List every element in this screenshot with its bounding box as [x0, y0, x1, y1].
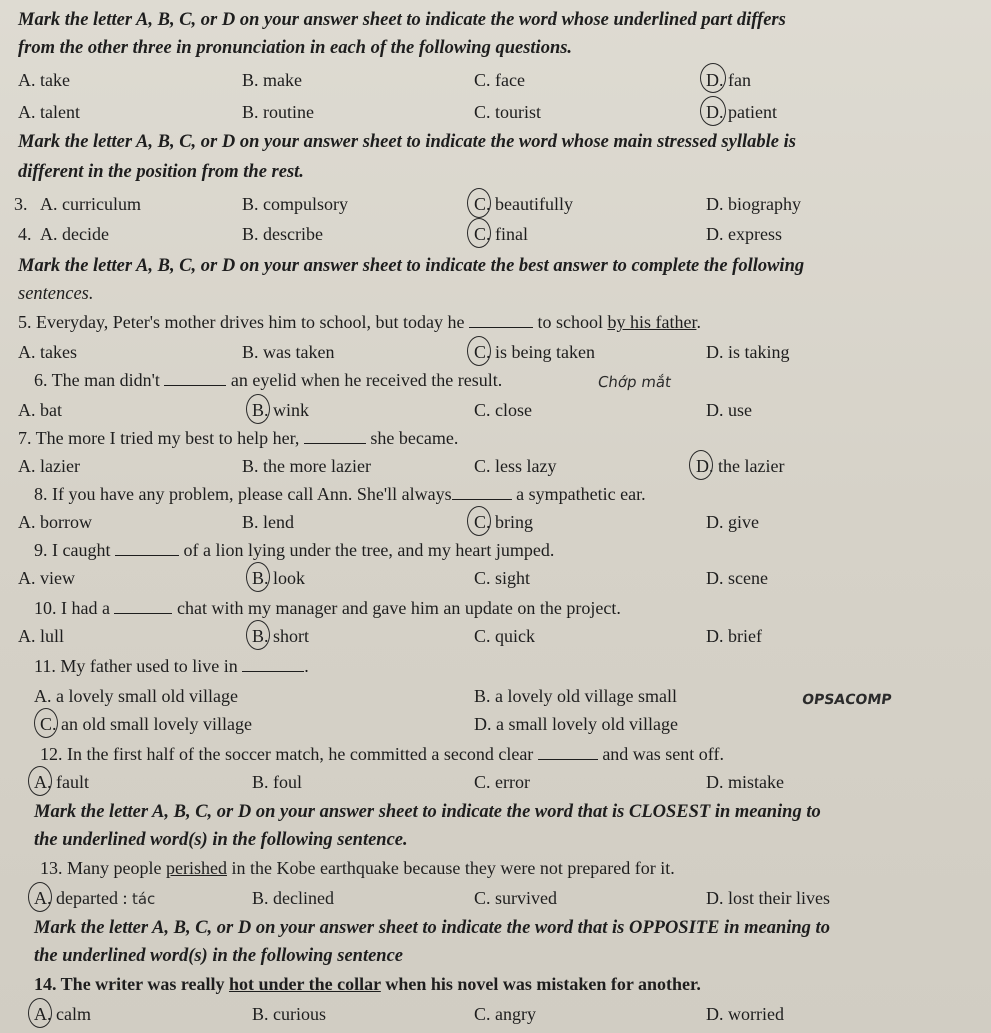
q9-stem-part1: 9. I caught	[34, 540, 111, 560]
q11-blank	[242, 657, 304, 672]
q5-underlined: by his father	[607, 312, 697, 332]
q5-option-a[interactable]: A. takes	[18, 342, 77, 362]
q7-stem-part1: 7. The more I tried my best to help her,	[18, 428, 300, 448]
q12-answer-circle-mark	[28, 766, 52, 796]
q8-blank	[452, 485, 512, 500]
instruction-opposite-line2: the underlined word(s) in the following sentence	[34, 946, 404, 966]
q5-answer-circle-mark	[467, 336, 491, 366]
q11-option-d[interactable]: D. a small lovely old village	[474, 714, 678, 734]
q13-stem-part1: 13. Many people	[40, 858, 166, 878]
instruction-complete-line1: Mark the letter A, B, C, or D on your answer sheet to indicate the best answer to complete the following	[18, 256, 805, 276]
q11-option-c[interactable]: C. an old small lovely village	[40, 714, 252, 734]
q12-option-a[interactable]: A. fault	[34, 772, 89, 792]
instruction-closest-line2: the underlined word(s) in the following sentence.	[34, 830, 408, 850]
q13-handwritten-note: tác	[131, 890, 156, 908]
q7-answer-circle-mark	[689, 450, 713, 480]
q5-stem-part1: 5. Everyday, Peter's mother drives him to school, but today he	[18, 312, 465, 332]
q9-stem-part2: of a lion lying under the tree, and my heart jumped.	[183, 540, 555, 560]
q11-handwritten-note: OPSACOMP	[800, 692, 893, 708]
instruction-pronunciation-line1: Mark the letter A, B, C, or D on your answer sheet to indicate the word whose underlined part differs	[18, 10, 786, 30]
q9-option-c[interactable]: C. sight	[474, 568, 531, 588]
q6-answer-circle-mark	[246, 394, 270, 424]
q14-stem-part1: 14. The writer was really	[34, 974, 229, 994]
q14-underlined: hot under the collar	[228, 974, 381, 994]
q3-option-b[interactable]: B. compulsory	[242, 194, 348, 214]
q11-option-a[interactable]: A. a lovely small old village	[34, 686, 238, 706]
q9-option-d[interactable]: D. scene	[706, 568, 768, 588]
q9-option-b[interactable]: B. look	[252, 568, 306, 588]
q13-underlined: perished	[165, 858, 227, 878]
instruction-complete-line2: sentences.	[18, 284, 94, 304]
q12-stem-part1: 12. In the first half of the soccer match, he committed a second clear	[40, 744, 534, 764]
q11-answer-circle-mark	[34, 708, 58, 738]
q2-option-d[interactable]: D. patient	[706, 102, 777, 122]
q6-option-b[interactable]: B. wink	[252, 400, 310, 420]
q14-answer-circle-mark	[28, 998, 52, 1028]
instruction-stress-line2: different in the position from the rest.	[18, 162, 304, 182]
q9-blank	[115, 541, 179, 556]
q3-option-a[interactable]: A. curriculum	[40, 194, 141, 214]
q2-option-a[interactable]: A. talent	[18, 102, 80, 122]
q9-stem	[34, 538, 554, 562]
q4-option-c[interactable]: C. final	[474, 224, 528, 244]
q4-option-a[interactable]: A. decide	[40, 224, 109, 244]
q6-handwritten-note: Chớp mắt	[596, 373, 673, 391]
q14-option-d[interactable]: D. worried	[706, 1004, 784, 1024]
q6-option-a[interactable]: A. bat	[18, 400, 62, 420]
q7-option-b[interactable]: B. the more lazier	[242, 456, 371, 476]
instruction-opposite-line1: Mark the letter A, B, C, or D on your answer sheet to indicate the word that is OPPOSITE in meaning to	[34, 918, 830, 938]
q3-option-c[interactable]: C. beautifully	[474, 194, 573, 214]
q6-stem-part2: an eyelid when he received the result.	[230, 370, 503, 390]
q3-option-d[interactable]: D. biography	[706, 194, 801, 214]
q4-option-b[interactable]: B. describe	[242, 224, 323, 244]
q13-answer-circle-mark	[28, 882, 52, 912]
q7-stem	[18, 426, 458, 450]
q13-option-b[interactable]: B. declined	[252, 888, 334, 908]
q5-stem-part2: to school	[537, 312, 608, 332]
q13-option-a[interactable]	[34, 886, 155, 911]
instruction-pronunciation-line2: from the other three in pronunciation in each of the following questions.	[18, 38, 573, 58]
q9-answer-circle-mark	[246, 562, 270, 592]
q5-option-d[interactable]: D. is taking	[706, 342, 790, 362]
instruction-closest-line1: Mark the letter A, B, C, or D on your answer sheet to indicate the word that is CLOSEST in meaning to	[34, 802, 821, 822]
q8-option-c[interactable]: C. bring	[474, 512, 534, 532]
q10-blank	[114, 599, 172, 614]
q12-stem	[40, 742, 724, 766]
q10-answer-circle-mark	[246, 620, 270, 650]
q8-option-a[interactable]: A. borrow	[18, 512, 92, 532]
q11-stem	[34, 654, 309, 678]
q10-stem	[34, 596, 621, 620]
q1-option-d[interactable]: D. fan	[706, 70, 751, 90]
q4-number: 4.	[18, 224, 32, 244]
q12-option-d[interactable]: D. mistake	[706, 772, 784, 792]
q8-option-d[interactable]: D. give	[706, 512, 759, 532]
q3-answer-circle-mark	[467, 188, 491, 218]
q7-option-a[interactable]: A. lazier	[18, 456, 80, 476]
q10-option-b[interactable]: B. short	[252, 626, 310, 646]
q11-option-b[interactable]: B. a lovely old village small	[474, 686, 677, 706]
q5-stem-part3: .	[696, 312, 701, 332]
q7-option-d[interactable]: D. the lazier	[696, 456, 785, 476]
q14-stem	[34, 972, 701, 996]
q13-option-a-label: A. departed :	[34, 888, 128, 908]
q6-stem	[34, 368, 502, 392]
q10-stem-part2: chat with my manager and gave him an update on the project.	[176, 598, 621, 618]
q12-option-c[interactable]: C. error	[474, 772, 530, 792]
q11-stem-part1: 11. My father used to live in	[34, 656, 238, 676]
q6-blank	[164, 371, 226, 386]
q12-option-b[interactable]: B. foul	[252, 772, 303, 792]
q12-stem-part2: and was sent off.	[602, 744, 724, 764]
q14-stem-part2: when his novel was mistaken for another.	[380, 974, 701, 994]
q8-answer-circle-mark	[467, 506, 491, 536]
q8-stem	[34, 482, 646, 506]
q13-option-d[interactable]: D. lost their lives	[706, 888, 830, 908]
q13-stem-part2: in the Kobe earthquake because they were not prepared for it.	[226, 858, 675, 878]
q6-option-c[interactable]: C. close	[474, 400, 532, 420]
q1-answer-circle-mark	[700, 63, 726, 93]
q12-blank	[538, 745, 598, 760]
q1-option-b[interactable]: B. make	[242, 70, 302, 90]
q2-answer-circle-mark	[700, 96, 726, 126]
q8-option-b[interactable]: B. lend	[242, 512, 294, 532]
q4-option-d[interactable]: D. express	[706, 224, 782, 244]
q13-stem	[40, 856, 675, 880]
q14-option-a[interactable]: A. calm	[34, 1004, 91, 1024]
q2-option-c[interactable]: C. tourist	[474, 102, 542, 122]
q2-option-b[interactable]: B. routine	[242, 102, 314, 122]
q7-stem-part2: she became.	[370, 428, 459, 448]
q7-option-c[interactable]: C. less lazy	[474, 456, 557, 476]
q5-option-b[interactable]: B. was taken	[242, 342, 335, 362]
q10-option-d[interactable]: D. brief	[706, 626, 762, 646]
q14-option-b[interactable]: B. curious	[252, 1004, 326, 1024]
q7-blank	[304, 429, 366, 444]
q8-stem-part1: 8. If you have any problem, please call Ann. She'll always	[34, 484, 452, 504]
q1-option-c[interactable]: C. face	[474, 70, 525, 90]
q1-option-a[interactable]: A. take	[18, 70, 70, 90]
q5-stem	[18, 310, 701, 334]
q6-stem-part1: 6. The man didn't	[34, 370, 160, 390]
q3-number: 3.	[14, 194, 28, 214]
q9-option-a[interactable]: A. view	[18, 568, 75, 588]
q4-answer-circle-mark	[467, 218, 491, 248]
q10-option-a[interactable]: A. lull	[18, 626, 65, 646]
q6-option-d[interactable]: D. use	[706, 400, 752, 420]
q8-stem-part2: a sympathetic ear.	[516, 484, 646, 504]
instruction-stress-line1: Mark the letter A, B, C, or D on your answer sheet to indicate the word whose main stressed syllable is	[18, 132, 796, 152]
q10-option-c[interactable]: C. quick	[474, 626, 535, 646]
q14-option-c[interactable]: C. angry	[474, 1004, 536, 1024]
q5-option-c[interactable]: C. is being taken	[474, 342, 595, 362]
q10-stem-part1: 10. I had a	[34, 598, 110, 618]
q13-option-c[interactable]: C. survived	[474, 888, 557, 908]
q5-blank	[469, 313, 533, 328]
q11-stem-part2: .	[304, 656, 309, 676]
